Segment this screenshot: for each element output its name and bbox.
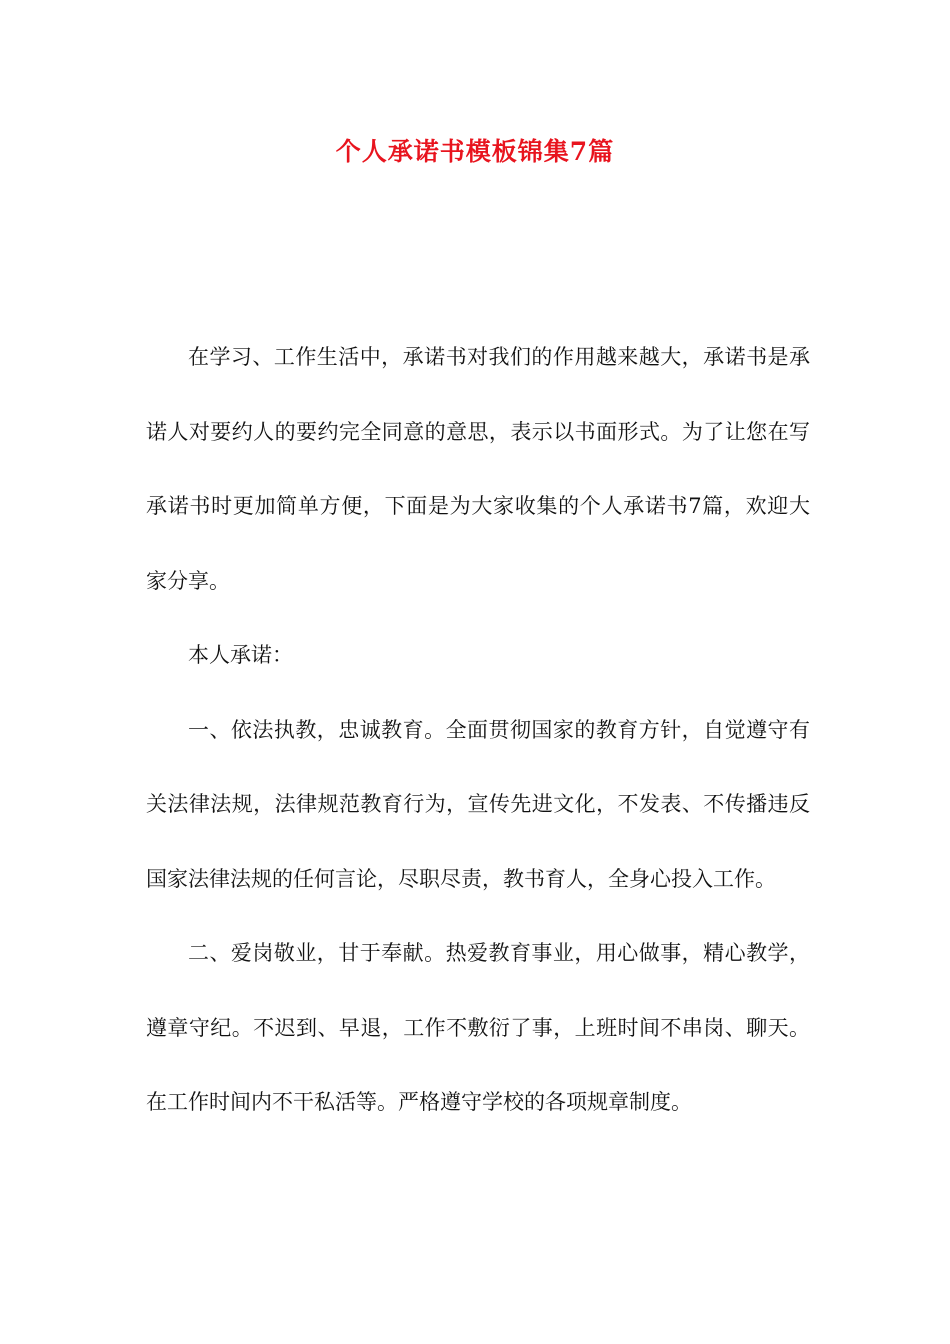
paragraph-item-two: 二、爱岗敬业，甘于奉献。热爱教育事业，用心做事，精心教学，遵章守纪。不迟到、早退，工作不敷衍了事，上班时间不串岗、聊天。在工作时间内不干私活等。严格遵守学校的各项规章制度。: [146, 941, 810, 1114]
paragraph-intro: 在学习、工作生活中，承诺书对我们的作用越来越大，承诺书是承诺人对要约人的要约完全同意的意思，表示以书面形式。为了让您在写承诺书时更加简单方便，下面是为大家收集的个人承诺书7篇，欢迎大家分享。: [146, 345, 810, 593]
paragraph-promise-heading: 本人承诺：: [188, 643, 293, 667]
paragraph-item-one: 一、依法执教，忠诚教育。全面贯彻国家的教育方针，自觉遵守有关法律法规，法律规范教育行为，宣传先进文化，不发表、不传播违反国家法律法规的任何言论，尽职尽责，教书育人，全身心投入工作。: [146, 717, 810, 891]
document-title: 个人承诺书模板锦集7篇: [335, 137, 615, 166]
document-body: [146, 320, 810, 1140]
